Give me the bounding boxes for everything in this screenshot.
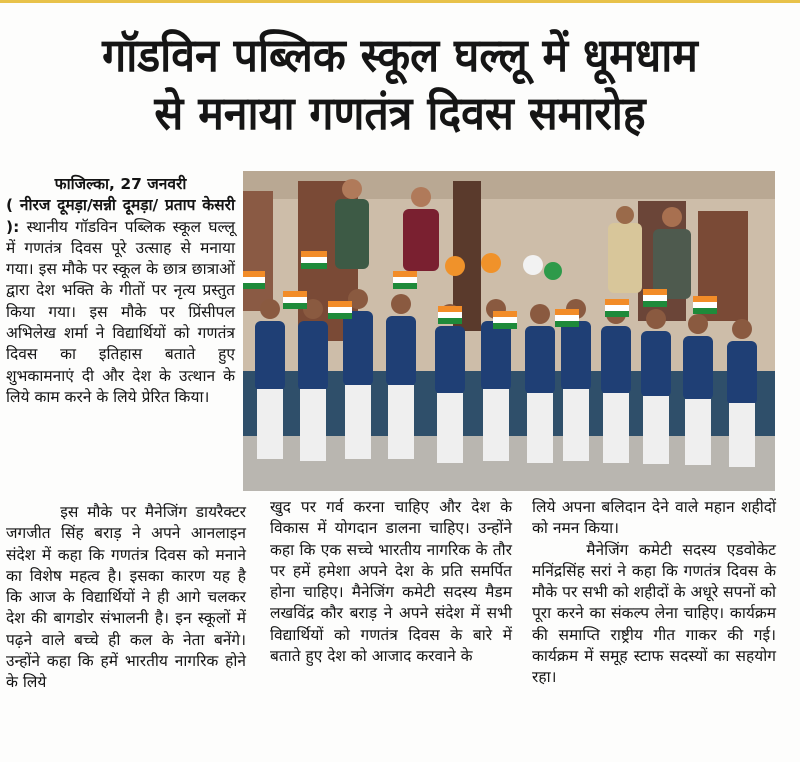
- article-column-1: [6, 174, 235, 408]
- dateline: फाजिल्का, 27 जनवरी: [54, 175, 187, 193]
- students-with-flags-photo: [243, 171, 775, 491]
- article-para-1: स्थानीय गॉडविन पब्लिक स्कूल घल्लू में गणतंत्र दिवस पूरे उत्साह से मनाया गया। इस मौके पर स्कूल के छात्र छात्राओं द्वारा देश भक्ति के गीतों पर नृत्य प्रस्तुत किया गया। इस मौके पर प्रिंसीपल अभिलेख शर्मा ने विद्यार्थियों को गणतंत्र दिवस का इतिहास बताते हुए शुभकामनाएं दी और देश के उत्थान के लिये काम करने के लिये प्रेरित किया।: [6, 217, 235, 406]
- article-para-3: खुद पर गर्व करना चाहिए और देश के विकास में योगदान डालना चाहिए। उन्होंने कहा कि एक सच्चे भारतीय नागरिक के तौर पर हमें हमेशा अपने देश के प्रति समर्पित होना चाहिए। मैनेजिंग कमेटी सदस्य मैडम लखविंद्र कौर बराड़ ने अपने संदेश में सभी विद्यार्थियों को गणतंत्र दिवस के बारे में बताते हुए देश को आजाद करवाने के: [270, 498, 512, 666]
- article-para-4: लिये अपना बलिदान देने वाले महान शहीदों को नमन किया।: [532, 498, 776, 538]
- article-para-5: मैनेजिंग कमेटी सदस्य एडवोकेट मनिंद्रसिंह सरां ने कहा कि गणतंत्र दिवस के मौके पर सभी को शहीदों के अधूरे सपनों को पूरा करने का संकल्प लेना चाहिए। कार्यक्रम की समाप्ति राष्ट्रीय गीत गाकर की गई। कार्यक्रम में समूह स्टाफ सदस्यों का सहयोग रहा।: [532, 540, 776, 687]
- article-column-1-continued: [6, 502, 246, 694]
- headline-line-1: गॉडविन पब्लिक स्कूल घल्लू में धूमधाम: [102, 28, 698, 82]
- headline-line-2: से मनाया गणतंत्र दिवस समारोह: [154, 86, 646, 140]
- article-column-3: [532, 497, 776, 689]
- byline: ( नीरज दूमड़ा/सन्नी दूमड़ा/ प्रताप केसरी ):: [6, 196, 235, 236]
- article-para-2: इस मौके पर मैनेजिंग डायरैक्टर जगजीत सिंह बराड़ ने अपने आनलाइन संदेश में कहा कि गणतंत्र दिवस को मनाने का विशेष महत्व है। इसका कारण यह है कि आज के विद्यार्थियों ने ही आगे चलकर देश की बागडोर संभालनी है। इन स्कूलों में पढ़ने वाले बच्चे ही कल के नेता बनेंगे। उन्होंने कहा कि हमें भारतीय नागरिक होने के लिये: [6, 503, 246, 692]
- top-rule: [0, 0, 800, 3]
- event-photo: [243, 171, 775, 491]
- article-column-2: [270, 497, 512, 667]
- headline: [28, 26, 772, 142]
